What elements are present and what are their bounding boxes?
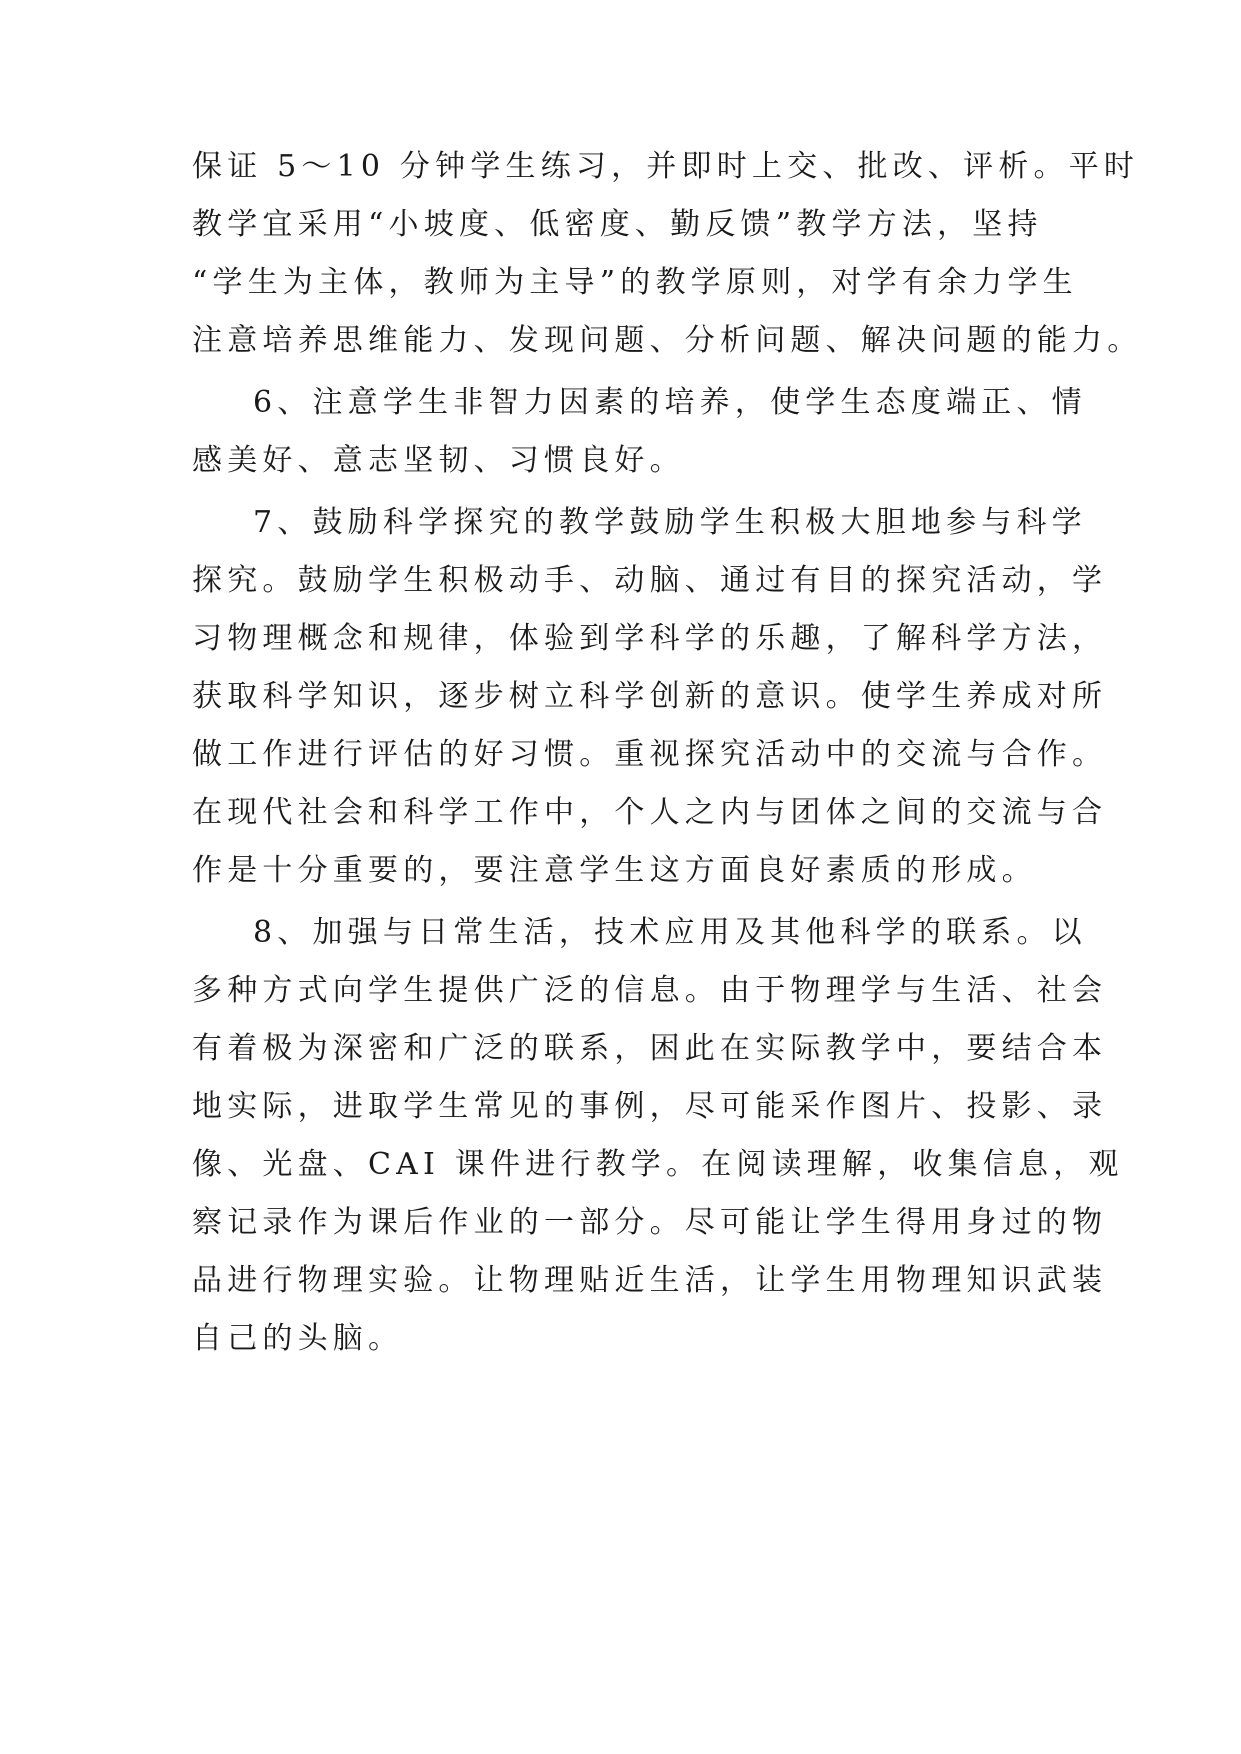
text-line: 探究。鼓励学生积极动手、动脑、通过有目的探究活动，学 (192, 563, 1108, 598)
text-line: 感美好、意志坚韧、习惯良好。 (192, 443, 685, 478)
text-line: 在现代社会和科学工作中，个人之内与团体之间的交流与合 (192, 795, 1108, 830)
paragraph-6-first-line: 6、注意学生非智力因素的培养，使学生态度端正、情 (253, 385, 1087, 420)
text-line: 察记录作为课后作业的一部分。尽可能让学生得用身过的物 (192, 1205, 1108, 1240)
text-line: 保证 5～10 分钟学生练习，并即时上交、批改、评析。平时 (192, 149, 1140, 184)
text-line: 做工作进行评估的好习惯。重视探究活动中的交流与合作。 (192, 737, 1108, 772)
text-line: 像、光盘、CAI 课件进行教学。在阅读理解，收集信息，观 (192, 1147, 1124, 1182)
text-line: “学生为主体，教师为主导”的教学原则，对学有余力学生 (192, 265, 1078, 300)
text-line: 获取科学知识，逐步树立科学创新的意识。使学生养成对所 (192, 679, 1108, 714)
text-line: 品进行物理实验。让物理贴近生活，让学生用物理知识武装 (192, 1263, 1108, 1298)
text-line: 习物理概念和规律，体验到学科学的乐趣，了解科学方法， (192, 621, 1108, 656)
text-line: 地实际，进取学生常见的事例，尽可能采作图片、投影、录 (192, 1089, 1108, 1124)
text-line: 有着极为深密和广泛的联系，困此在实际教学中，要结合本 (192, 1031, 1108, 1066)
text-line: 教学宜采用“小坡度、低密度、勤反馈”教学方法，坚持 (192, 207, 1043, 242)
text-line: 自己的头脑。 (192, 1321, 404, 1356)
paragraph-7-first-line: 7、鼓励科学探究的教学鼓励学生积极大胆地参与科学 (253, 505, 1087, 540)
paragraph-8-first-line: 8、加强与日常生活，技术应用及其他科学的联系。以 (253, 915, 1087, 950)
text-line: 多种方式向学生提供广泛的信息。由于物理学与生活、社会 (192, 973, 1108, 1008)
text-line: 作是十分重要的，要注意学生这方面良好素质的形成。 (192, 853, 1037, 888)
text-line: 注意培养思维能力、发现问题、分析问题、解决问题的能力。 (192, 323, 1143, 358)
